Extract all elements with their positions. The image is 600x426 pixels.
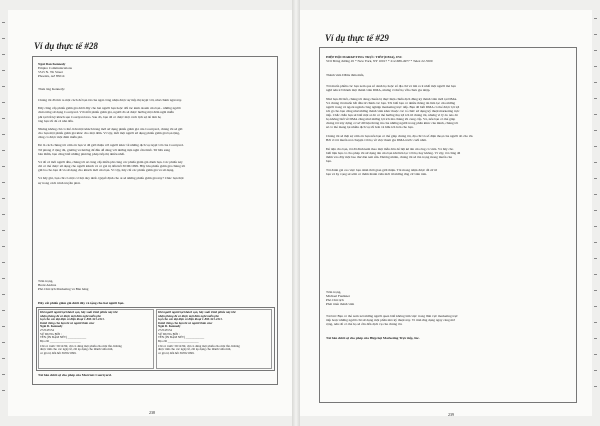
right-paragraph-line: Bởi vì tôi muốn nói chuyện với họ về việc tham gia DMA trước cuối năm.	[326, 138, 427, 143]
edge-mark	[2, 54, 5, 55]
left-paragraph-line: Và tất cả mối người đều, chúng tôi sẽ cùng cấp miễn phí cùng các phiếu giảm giá dành bạn. Các phiếu này	[38, 159, 183, 164]
coupon-title-line: Gọi cho các đại diện số điện thoại 1-800-321-2211.	[158, 317, 223, 322]
letterhead-line: 50 6 Đông đường 45 * New York, NY 10017 * 212-689-4977 * Telex 22-5500	[326, 59, 433, 64]
left-paragraph-line: bàn thắm, bạn cũng biết những phương pháp tiếp thị nhiều nhất.	[38, 151, 125, 156]
right-paragraph-line: nghĩ nên trở thành một thành viên DMA, nhưng vì thế họ vẫn chưa gia nhập.	[326, 88, 431, 93]
edge-mark	[2, 38, 5, 39]
left-paragraph-line: Và hãy ghi, bạn chỉ có một cơ hội duy nhất. Quyết định cho ai sẽ những phiếu giảm giá này? Chúc bạn thật	[38, 176, 184, 181]
coupon-title-line: Khi người người tại khách sạn, hãy xuất trình phiếu này khi	[158, 310, 236, 314]
edge-mark	[594, 370, 597, 371]
right-closing-line: Trân trọng,	[326, 290, 342, 294]
edge-mark	[2, 246, 5, 247]
right-page-number: 239	[448, 412, 454, 417]
edge-mark	[2, 374, 5, 375]
right-paragraph-line: Chúng tôi sẽ thật sự cảm ơn bạn nếu bạn có thể giúp chúng tôi, địa chỉ và số điện thoại của người đó cho tôi.	[326, 134, 474, 138]
right-paragraph-line: biết liệu bạn có cho phép tôi sử dụng tên của bạn khi liên lạc với họ hay không. Vì vậy, tôi cũng đã	[326, 150, 461, 155]
edge-mark	[594, 290, 597, 291]
right-paragraph-line: họ không biết về DMA cũng như những lợi ích mà chúng tôi cung cấp. Và, nếu bạn có thể giúp	[326, 117, 456, 122]
coupon-code: 272545554	[158, 328, 172, 332]
edge-mark	[2, 22, 5, 23]
coupon-title-line: nhận phòng để có được một đêm nghỉ miễn phí.	[158, 313, 220, 318]
edge-mark	[594, 98, 597, 99]
edge-mark	[2, 294, 5, 295]
left-paragraph-line: Đó là cách chúng tôi cảm ơn bạn vì đã giới thiệu với người khác về những dịch vụ tuyệt vời của Courtyard.	[38, 143, 184, 148]
edge-mark	[594, 66, 597, 67]
edge-mark	[2, 182, 5, 183]
coupon-field: TÊN (IN ĐẬM NÉT) ____________	[40, 335, 87, 340]
right-paragraph-line: Và chúng tôi muốn bắt đầu từ chính các bạn. Tôi biết bạn có nhiều thông tin liên lạc của những	[326, 100, 456, 105]
left-paragraph-line: Nhưng không chỉ có thế. Khi một khách hàng mới sử dụng phiếu giảm giá của Courtyard, chúng tôi sẽ gửi	[38, 126, 183, 131]
right-footer-credit: Tái bản dưới sự cho phép của Hiệp hội Marketing Trực tiếp, Inc.	[326, 336, 420, 340]
right-paragraph-line: Như bạn đã biết, chúng tôi đang chuẩn bị thực hiện chiến dịch đăng ký thành viên mới tại DMA.	[326, 96, 458, 101]
right-paragraph-line: Để tiện cho bạn, tôi đã đính kèm theo một mẫu đơn để liệt kê tên của ông có viên. Và hãy cho	[326, 146, 454, 151]
address-line: 5515 N. 7th Street	[38, 70, 63, 75]
coupon-fine-print: Chỉ có trước 30/12/99, chỉ có dùng một phiếu cho một lần. Không	[158, 343, 240, 348]
right-page-heading: Ví dụ thực tế #29	[325, 33, 389, 43]
coupon-fine-print: có giá trị đến hết 30/06/1999.	[40, 350, 77, 355]
coupon-field: Địa chỉ ____________________	[40, 338, 81, 343]
edge-mark	[594, 82, 597, 83]
left-paragraph-line: ông bạn tốt để cả nhà đến.	[38, 118, 74, 123]
edge-mark	[2, 326, 5, 327]
right-closing-line: Phó Chủ tịch	[326, 298, 344, 303]
coupon-fine-print: có giá trị đến hết 30/06/1999.	[158, 350, 195, 355]
coupon-field: TÊN (IN ĐẬM NÉT) ____________	[158, 335, 205, 340]
left-paragraph-line: cho bạn một phiếu giảm giá khác cho một đêm. Vì vậy, mỗi một người sử dụng phiếu giảm giá bạn tặng,	[38, 131, 180, 135]
left-salutation: Thưa ông Kennedy:	[38, 87, 66, 91]
right-postscript-line: Tái bút: Bạn có thể xem xét những người quen biết không làm việc trong lĩnh vực marketing trực	[326, 314, 458, 318]
right-paragraph-line: tiếp. Chắc chắn bạn sẽ biết một ai đó có thể hưởng thụ lợi ích từ chúng tôi, nhưng vì lý do nào đó	[326, 113, 458, 118]
right-salutation: Thành viên DMA thân mến,	[326, 73, 365, 77]
edge-mark	[594, 34, 597, 35]
edge-mark	[2, 214, 5, 215]
left-paragraph-line: Đây cũng cấp phiếu giảm giá dưới đây cho hai người bạn hoặc đối tác kinh doanh của bạn - những người	[38, 106, 181, 111]
left-paragraph-line: phí tại bất kỳ khách sạn Courtyard nào. Sau đó, bạn đã có được một cách lịch sự để làm họ	[38, 114, 162, 119]
left-closing-line: Trân trọng,	[38, 279, 54, 283]
letterhead-line: HIỆP HỘI MARKETING TRỰC TIẾP (DMA), INC	[326, 55, 403, 59]
left-paragraph-line: chỉ có thể được sử dụng cho người khách và có giá trị đến hết 30/06/1999. Hãy lưu phiếu giảm giá chúng tôi	[38, 164, 186, 168]
right-paragraph-line: ích gì cho bạn cũng như những thành viên khác thuộc các tổ chức sử dụng kỹ thuật marketing trực	[326, 109, 460, 113]
left-page-number: 238	[149, 410, 155, 415]
left-closing-line: Brent Andrus	[38, 283, 57, 288]
edge-mark	[594, 274, 597, 275]
left-paragraph-line: Từ phòng ở rộng rãi, giường và hướng đế đều dễ dàng với những tiện nghi cần thiết. Từ bữa sáng	[38, 147, 171, 152]
right-paragraph-line: chúng tôi xây dựng cơ sở dữ liệu thông tin của những người trong phân khúc của mình, chúng tôi	[326, 121, 459, 126]
coupon-fine-print: được tính cho các ngày lễ, chỉ áp dụng cho thành viên mới,	[158, 347, 232, 352]
coupon-title-line: Gọi cho các đại diện số điện thoại 1-800-321-2211.	[40, 317, 105, 322]
left-page-heading: Ví dụ thực tế #28	[34, 41, 98, 51]
right-postscript-line: rộng, nên rất có thể họ sẽ cần đến dịch vụ của chúng tôi.	[326, 322, 403, 327]
edge-mark	[594, 50, 597, 51]
coupon-code: 272545554	[40, 328, 54, 332]
left-closing-line: Phó Chủ tịch Marketing và Bán hàng	[38, 287, 89, 292]
edge-mark	[2, 118, 5, 119]
left-paragraph-line: sự trong cách trình truyền phát.	[38, 180, 81, 185]
edge-mark	[594, 114, 597, 115]
edge-mark	[2, 230, 5, 231]
coupon-holder-name: Ngài D. Kennedy	[158, 324, 181, 329]
address-line: Empire Communications	[38, 66, 72, 71]
right-paragraph-line: bạn.	[326, 159, 332, 163]
edge-mark	[2, 198, 5, 199]
edge-mark	[594, 178, 597, 179]
edge-mark	[2, 358, 5, 359]
edge-mark	[594, 338, 597, 339]
right-paragraph-line: sẽ có thể mang lại nhiều dịch vụ tốt hơn và hữu ích hơn cho bạn.	[326, 125, 414, 130]
right-paragraph-line: bạn và hy vọng sẽ sớm có thêm thành viên mới từ những ứng cử viên trên.	[326, 171, 428, 176]
edge-mark	[2, 70, 5, 71]
left-footer-credit: Tái bản dưới sự cho phép của Marriott Courtyard.	[38, 373, 112, 377]
left-postscript: Hãy cắt phiếu giảm giá dưới đây và tặng cho hai người bạn.	[38, 301, 125, 305]
edge-mark	[2, 310, 5, 311]
edge-mark	[594, 130, 597, 131]
left-paragraph-line: gửi ba cho bạn đi và sử dụng cho khách mới của bạn. Vì vậy, hãy cất các phiếu giảm giá và sử dụng.	[38, 168, 175, 173]
coupon-holder-name: Ngài D. Kennedy	[40, 324, 63, 329]
edge-mark	[2, 150, 5, 151]
left-paragraph-line: Chúng tôi đã tìm ra một cách để bạn tải của ngài công nhận được sự tiếp thị tuyệt vời, như chính ngài này.	[38, 98, 182, 102]
coupon-label: Dành riêng cho bạn bè và người thân của:	[158, 320, 213, 325]
right-postscript-line: tiếp hoặc những người chỉ sử dụng một phần nhỏ kỹ thuật này. Vì tính ứng dụng ngày càng mở	[326, 318, 455, 323]
address-line: Ngài Dan Kennedy	[38, 62, 66, 66]
edge-mark	[594, 226, 597, 227]
right-paragraph-line: người trong và ngoài ngành công nghiệp marketing trực tiếp. Bạn đã biết DMA có thể được lợi lợi	[326, 104, 460, 109]
edge-mark	[2, 102, 5, 103]
edge-mark	[594, 210, 597, 211]
left-paragraph-line: cũng có được một đêm miễn phí.	[38, 135, 83, 140]
coupon-label: Dành riêng cho bạn bè và người thân của:	[40, 320, 95, 325]
right-paragraph-line: Tôi đánh giá cao việc bạn dành thời gian giới thiệu. Tôi mong nhận được đề cử từ	[326, 167, 438, 172]
coupon-fine-print: được tính cho các ngày lễ, chỉ áp dụng cho thành viên mới,	[40, 347, 114, 352]
edge-mark	[594, 354, 597, 355]
edge-mark	[594, 322, 597, 323]
edge-mark	[2, 262, 5, 263]
coupon-field: SỬ DỤNG BỞI :	[158, 331, 180, 336]
coupon-field: SỬ DỤNG BỞI :	[40, 331, 62, 336]
edge-mark	[594, 194, 597, 195]
edge-mark	[594, 18, 597, 19]
coupon-title-line: Khi người người tại khách sạn, hãy xuất trình phiếu này khi	[40, 310, 118, 314]
edge-mark	[594, 146, 597, 147]
address-line: Phoenix, AZ 85014	[38, 74, 65, 79]
coupon-field: Địa chỉ ____________________	[158, 338, 199, 343]
edge-mark	[2, 166, 5, 167]
right-paragraph-line: Tôi muốn phiền các bạn xem qua số danh họ hoặc số địa chỉ và tìm ra ít nhất một người mà bạn	[326, 84, 456, 88]
edge-mark	[2, 134, 5, 135]
edge-mark	[594, 258, 597, 259]
coupon-fine-print: Chỉ có trước 30/12/99, chỉ có dùng một phiếu cho một lần. Không	[40, 343, 122, 348]
book-gutter	[292, 0, 300, 426]
edge-mark	[594, 162, 597, 163]
right-closing-line: Michael Faulkner	[326, 294, 351, 299]
edge-mark	[594, 242, 597, 243]
edge-mark	[2, 342, 5, 343]
right-paragraph-line: thêm vào đây một bao thư dán tem sẵn. Đương nhiên, chúng tôi sẽ tôn trọng mong muốn của	[326, 154, 453, 159]
edge-mark	[2, 278, 5, 279]
right-closing-line: Phát triển thành viên	[326, 302, 355, 307]
edge-mark	[2, 86, 5, 87]
coupon-title-line: nhận phòng để có được một đêm nghỉ miễn phí.	[40, 313, 102, 318]
edge-mark	[594, 386, 597, 387]
left-paragraph-line: chưa từng sử dụng Courtyard. Với mỗi phiếu giảm giá, người đó sẽ được hưởng một đêm nghỉ miễn	[38, 110, 174, 115]
edge-mark	[2, 390, 5, 391]
edge-mark	[594, 306, 597, 307]
